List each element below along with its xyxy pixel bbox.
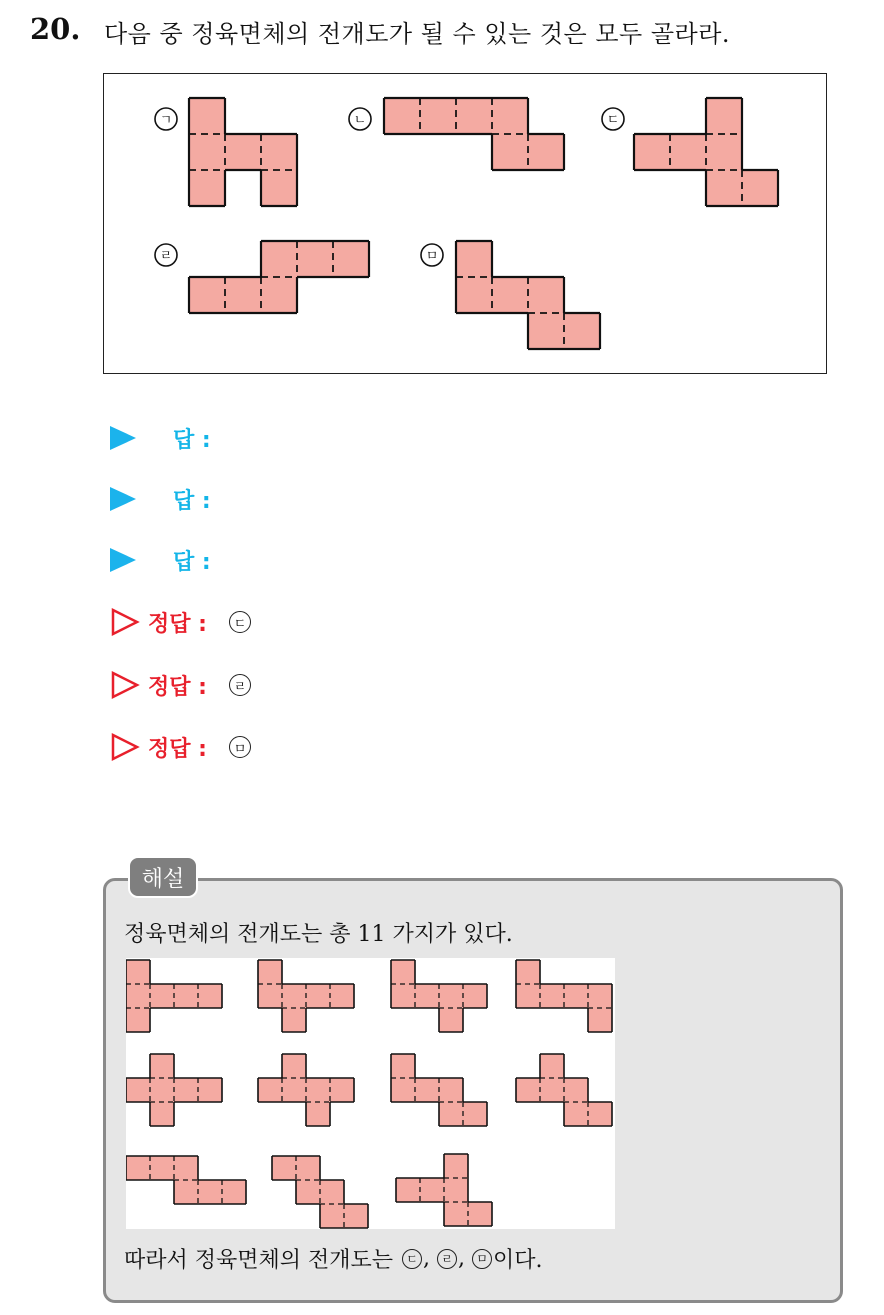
net-face xyxy=(189,277,225,313)
net-face xyxy=(444,1178,468,1202)
conclusion-sep: , xyxy=(458,1246,466,1271)
net-face xyxy=(126,1156,150,1180)
eleven-nets-diagram xyxy=(126,958,615,1229)
conclusion-item: ㄹ xyxy=(437,1249,457,1269)
correct-row-3 xyxy=(110,730,251,764)
net-face xyxy=(444,1154,468,1178)
net xyxy=(258,960,354,1032)
net-face xyxy=(492,98,528,134)
net xyxy=(258,1054,354,1126)
net xyxy=(189,241,369,313)
net-face xyxy=(222,1180,246,1204)
net-face xyxy=(225,277,261,313)
correct-row-1 xyxy=(110,605,251,639)
net-face xyxy=(516,960,540,984)
net xyxy=(391,1054,487,1126)
net-face xyxy=(261,134,297,170)
net-label: ㄴ xyxy=(353,113,367,128)
correct-answer: ㅁ xyxy=(229,736,251,758)
net-face xyxy=(150,984,174,1008)
net-face xyxy=(384,98,420,134)
net-face xyxy=(333,241,369,277)
net-face xyxy=(492,134,528,170)
net-face xyxy=(456,277,492,313)
explanation-conclusion xyxy=(124,1243,543,1274)
net-face xyxy=(588,1008,612,1032)
net-face xyxy=(261,170,297,206)
net-face xyxy=(706,98,742,134)
play-icon xyxy=(110,548,136,572)
answer-row-1 xyxy=(110,421,211,455)
play-icon xyxy=(110,487,136,511)
net-face xyxy=(706,134,742,170)
net-face xyxy=(306,984,330,1008)
net-face xyxy=(296,1180,320,1204)
net-face xyxy=(439,1008,463,1032)
correct-row-2 xyxy=(110,668,251,702)
net-face xyxy=(282,984,306,1008)
net-face xyxy=(564,1102,588,1126)
net-label: ㄹ xyxy=(159,249,173,264)
net-label: ㄱ xyxy=(159,113,173,128)
question-number: 20. xyxy=(30,12,81,46)
net-face xyxy=(198,1078,222,1102)
net-face xyxy=(420,1178,444,1202)
net-face xyxy=(282,1078,306,1102)
answer-label: 답 : xyxy=(173,427,211,453)
net-face xyxy=(463,1102,487,1126)
correct-label: 정답 : xyxy=(148,674,207,700)
net-face xyxy=(456,98,492,134)
net-face xyxy=(391,1078,415,1102)
net-face xyxy=(150,1078,174,1102)
net-face xyxy=(126,1078,150,1102)
net-face xyxy=(706,170,742,206)
net-face xyxy=(391,1054,415,1078)
net-face xyxy=(540,984,564,1008)
question-text: 다음 중 정육면체의 전개도가 될 수 있는 것은 모두 골라라. xyxy=(104,20,731,48)
net-face xyxy=(258,1078,282,1102)
answer-label: 답 : xyxy=(173,549,211,575)
net xyxy=(396,1154,492,1226)
net xyxy=(391,960,487,1032)
net xyxy=(516,960,612,1032)
net-face xyxy=(150,1054,174,1078)
net xyxy=(189,98,297,206)
correct-answer: ㄷ xyxy=(229,611,251,633)
net-face xyxy=(564,984,588,1008)
net-face xyxy=(415,1078,439,1102)
net-face xyxy=(468,1202,492,1226)
nets-diagram xyxy=(104,74,828,375)
net-face xyxy=(320,1180,344,1204)
net-face xyxy=(258,984,282,1008)
net-face xyxy=(528,277,564,313)
net-face xyxy=(456,241,492,277)
triangle-outline-icon xyxy=(110,670,140,700)
triangle-outline-icon xyxy=(110,732,140,762)
net-face xyxy=(540,1054,564,1078)
net-face xyxy=(126,960,150,984)
answer-label: 답 : xyxy=(173,488,211,514)
net-face xyxy=(391,960,415,984)
conclusion-item: ㄷ xyxy=(402,1249,422,1269)
net-face xyxy=(174,984,198,1008)
net-face xyxy=(439,1078,463,1102)
net-face xyxy=(396,1178,420,1202)
net-face xyxy=(282,1008,306,1032)
eleven-nets-figure xyxy=(126,958,615,1229)
net-face xyxy=(439,984,463,1008)
explanation-tag: 해설 xyxy=(128,856,198,898)
net-face xyxy=(588,1102,612,1126)
net-face xyxy=(189,98,225,134)
net-face xyxy=(420,98,456,134)
net-face xyxy=(126,984,150,1008)
net xyxy=(456,241,600,349)
conclusion-item: ㅁ xyxy=(472,1249,492,1269)
net-face xyxy=(189,134,225,170)
net xyxy=(126,1156,246,1204)
net-face xyxy=(444,1202,468,1226)
net-face xyxy=(330,1078,354,1102)
net xyxy=(126,1054,222,1126)
net-face xyxy=(261,277,297,313)
net-face xyxy=(634,134,670,170)
net-face xyxy=(670,134,706,170)
net-face xyxy=(258,960,282,984)
net-face xyxy=(588,984,612,1008)
net-face xyxy=(174,1156,198,1180)
net-face xyxy=(528,313,564,349)
conclusion-prefix: 따라서 정육면체의 전개도는 xyxy=(124,1248,394,1273)
net-face xyxy=(282,1054,306,1078)
answer-row-3 xyxy=(110,543,211,577)
net-face xyxy=(150,1156,174,1180)
conclusion-suffix: 이다. xyxy=(493,1248,543,1273)
net xyxy=(634,98,778,206)
net-face xyxy=(306,1078,330,1102)
net xyxy=(272,1156,368,1228)
net-face xyxy=(272,1156,296,1180)
net-face xyxy=(463,984,487,1008)
correct-answer: ㄹ xyxy=(229,674,251,696)
net xyxy=(384,98,564,170)
net-face xyxy=(516,1078,540,1102)
net-face xyxy=(564,313,600,349)
net-face xyxy=(189,170,225,206)
net-face xyxy=(306,1102,330,1126)
explanation-text: 정육면체의 전개도는 총 11 가지가 있다. xyxy=(124,922,513,947)
net-label: ㅁ xyxy=(425,249,439,264)
problem-figure xyxy=(103,73,827,374)
net-face xyxy=(528,134,564,170)
net-face xyxy=(492,277,528,313)
net-face xyxy=(198,984,222,1008)
net-face xyxy=(415,984,439,1008)
play-icon xyxy=(110,426,136,450)
net-face xyxy=(150,1102,174,1126)
net-face xyxy=(198,1180,222,1204)
net-label: ㄷ xyxy=(606,113,620,128)
correct-label: 정답 : xyxy=(148,736,207,762)
net-face xyxy=(391,984,415,1008)
net-face xyxy=(296,1156,320,1180)
correct-label: 정답 : xyxy=(148,611,207,637)
net-face xyxy=(297,241,333,277)
net-face xyxy=(344,1204,368,1228)
net-face xyxy=(564,1078,588,1102)
net-face xyxy=(261,241,297,277)
answer-row-2 xyxy=(110,482,211,516)
triangle-outline-icon xyxy=(110,607,140,637)
net-face xyxy=(516,984,540,1008)
net xyxy=(126,960,222,1032)
net xyxy=(516,1054,612,1126)
net-face xyxy=(439,1102,463,1126)
conclusion-sep: , xyxy=(423,1246,431,1271)
net-face xyxy=(742,170,778,206)
net-face xyxy=(320,1204,344,1228)
net-face xyxy=(225,134,261,170)
net-face xyxy=(174,1180,198,1204)
net-face xyxy=(174,1078,198,1102)
net-face xyxy=(126,1008,150,1032)
net-face xyxy=(540,1078,564,1102)
net-face xyxy=(330,984,354,1008)
